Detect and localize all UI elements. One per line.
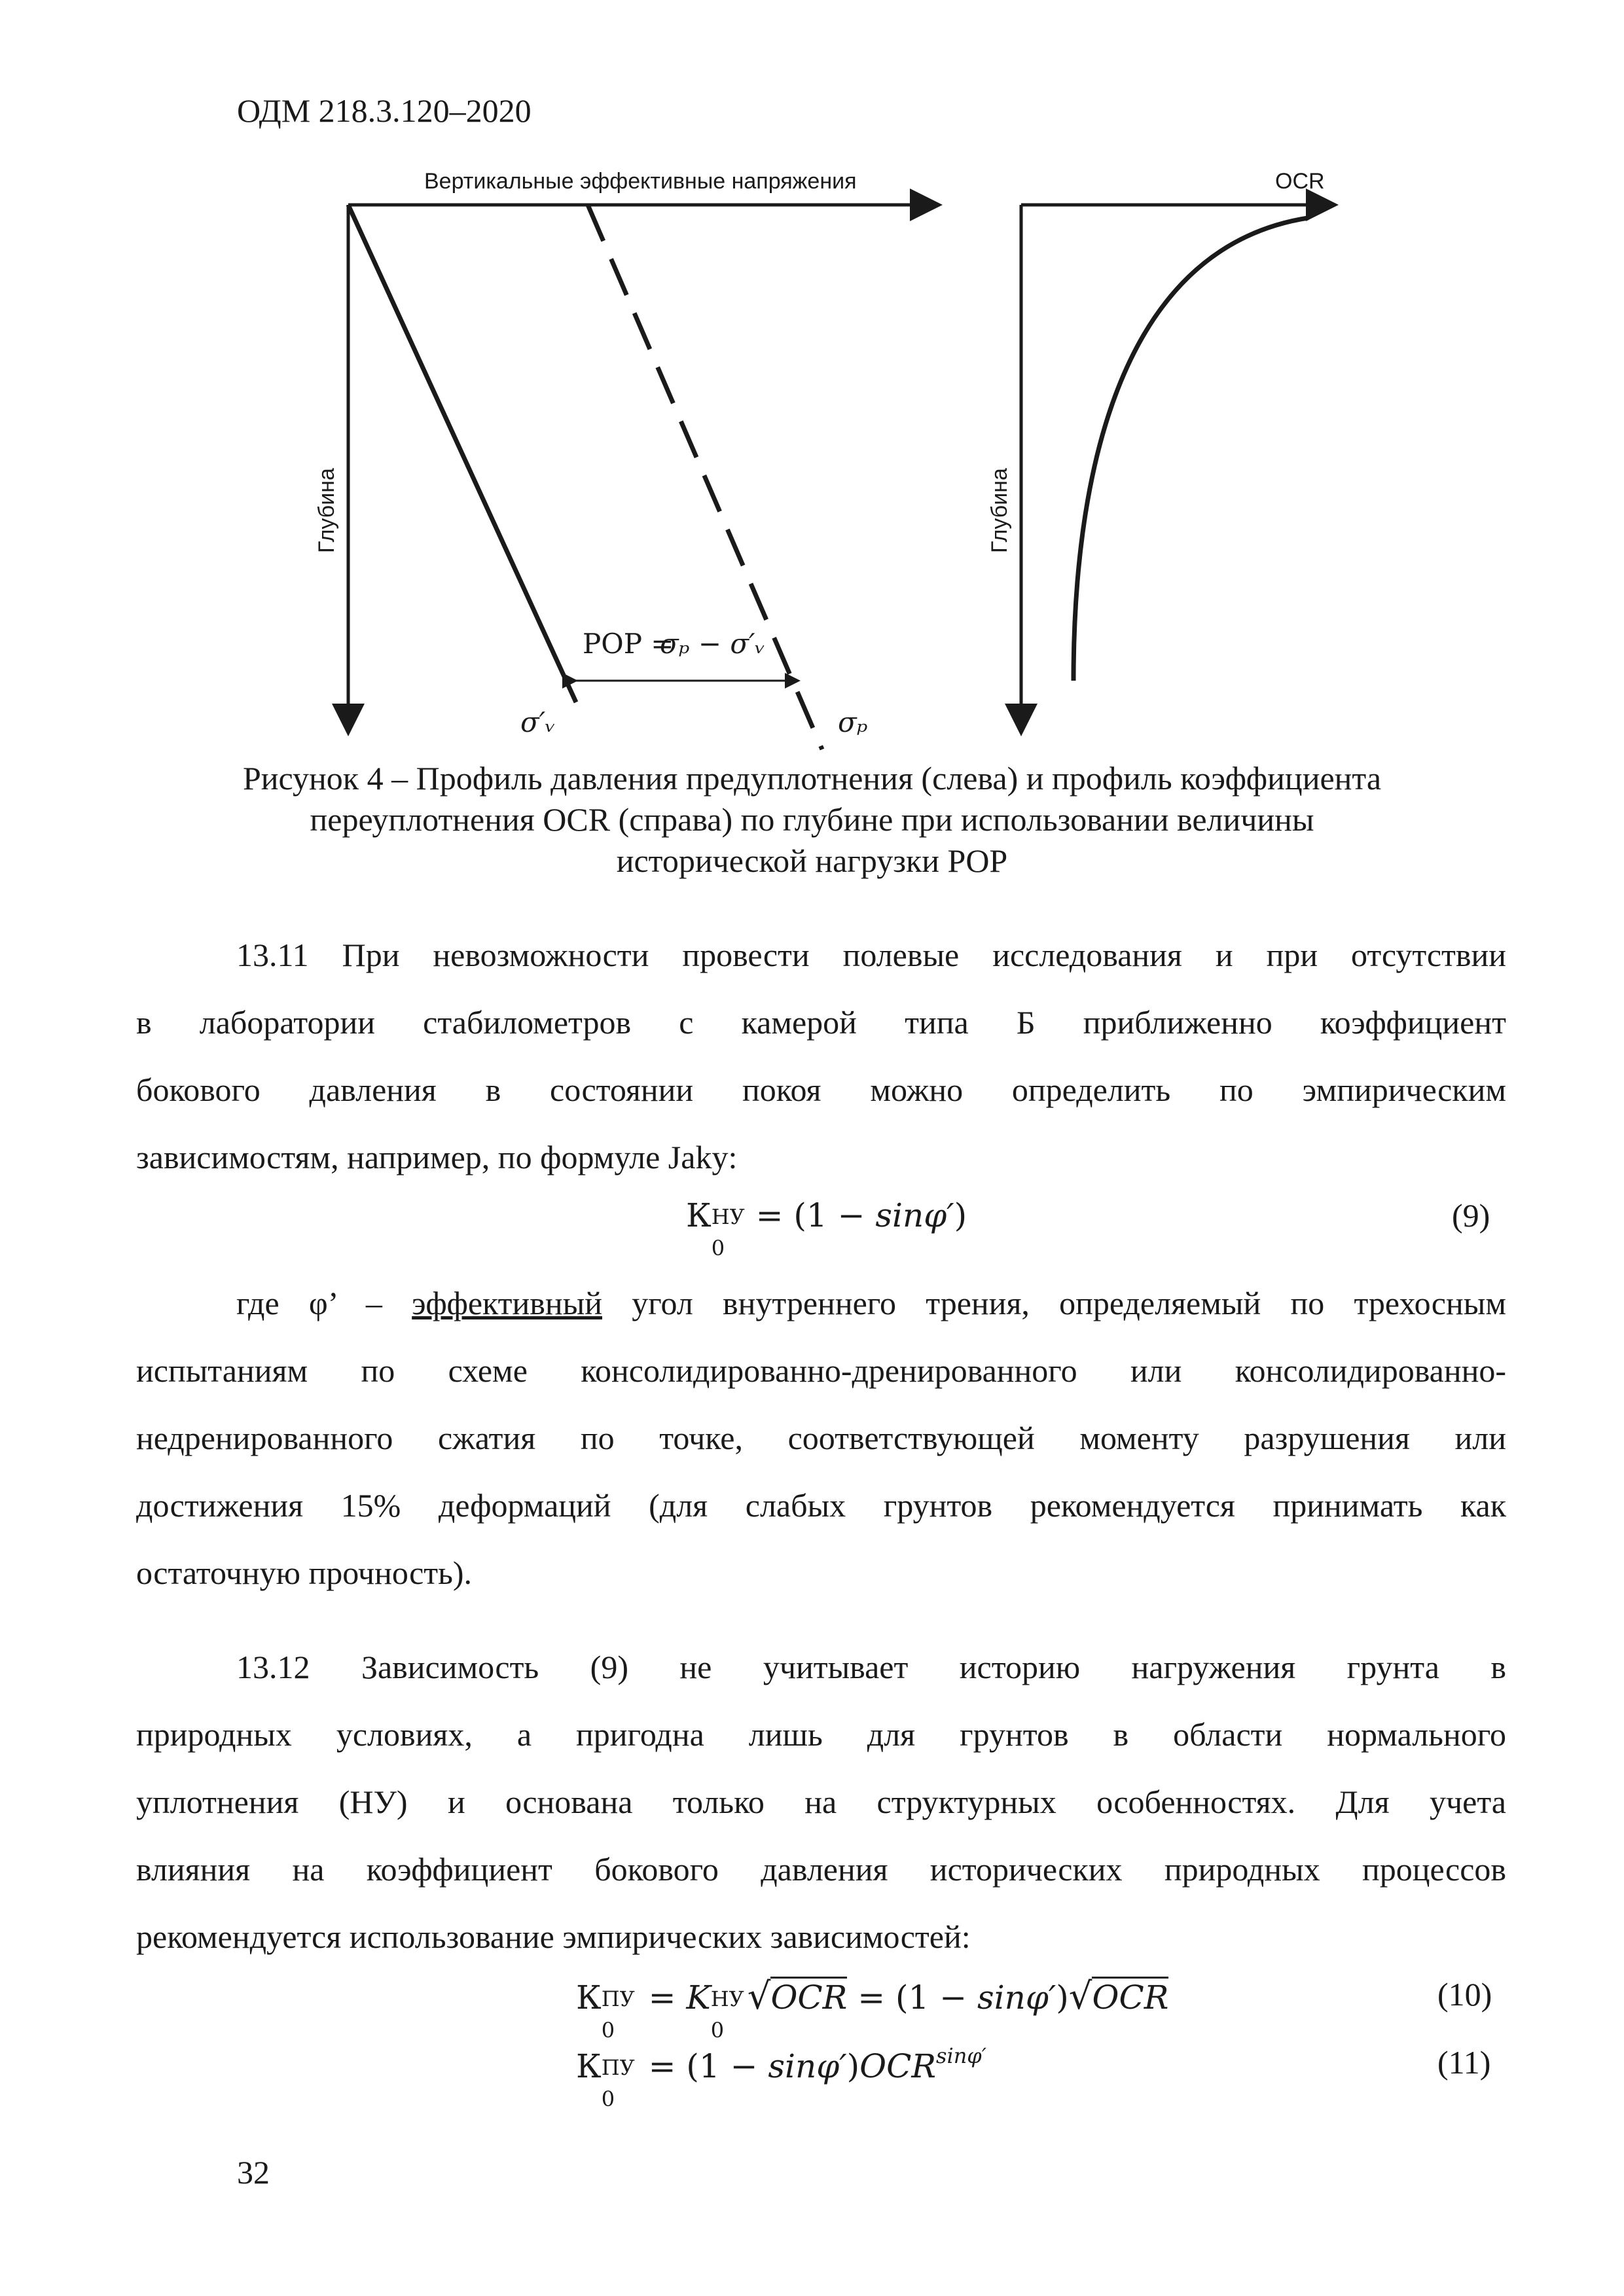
caption-line-3: исторической нагрузки POP	[616, 842, 1008, 879]
sigma-p-label: σₚ	[838, 706, 868, 738]
left-y-axis-label: Глубина	[314, 468, 339, 553]
page-number: 32	[237, 2154, 270, 2191]
right-x-axis-label: OCR	[1275, 169, 1325, 194]
p2-line-3: недренированного сжатия по точке, соответствующей моменту разрушения или	[136, 1420, 1506, 1456]
equation-11-number: (11)	[1437, 2044, 1491, 2081]
sigma-v-line	[348, 205, 576, 702]
right-y-axis-label: Глубина	[987, 468, 1012, 553]
eq9-rhs: = (1 −	[745, 1196, 876, 1234]
eq11-exponent: sinφ′	[936, 2043, 986, 2068]
p2-l1b: угол внутреннего трения, определяемый по трехосным	[602, 1285, 1506, 1321]
p2-l1-underlined: эффективный	[412, 1285, 602, 1321]
eq9-func: sinφ′	[875, 1196, 954, 1234]
eq9-close: )	[954, 1196, 967, 1234]
eq11-lhs-sup: ПУ	[601, 2055, 635, 2080]
p3-line-1: 13.12 Зависимость (9) не учитывает историю нагружения грунта в	[236, 1649, 1506, 1685]
pop-label: POP =	[583, 628, 674, 660]
pop-sigma-label: σₚ − σ′ᵥ	[660, 628, 766, 660]
sigma-p-line	[588, 205, 822, 749]
caption-line-2: переуплотнения OCR (справа) по глубине при использовании величины	[310, 801, 1314, 838]
paragraph-13-11	[136, 922, 1506, 1191]
paragraph-13-12	[136, 1634, 1506, 1971]
eq9-k: К	[686, 1196, 712, 1234]
equation-9-number: (9)	[1452, 1197, 1490, 1234]
p2-l1a: где φ’ –	[236, 1285, 412, 1321]
p2-line-2: испытаниям по схеме консолидированно-дренированного или консолидированно-	[136, 1352, 1506, 1389]
p1-line-3: бокового давления в состоянии покоя можно определить по эмпирическим	[136, 1071, 1506, 1108]
left-x-axis-label: Вертикальные эффективные напряжения	[424, 169, 857, 194]
paragraph-phi-definition	[136, 1270, 1506, 1607]
p3-line-3: уплотнения (НУ) и основана только на структурных особенностях. Для учета	[136, 1784, 1506, 1820]
equation-11: К ПУ 0 = $(1 - \sin\varphi')OCR^{sin\varphi'}$	[576, 2043, 986, 2111]
figure-4	[295, 164, 1375, 753]
p3-line-5: рекомендуется использование эмпирических зависимостей:	[136, 1918, 971, 1955]
p2-line-4: достижения 15% деформаций (для слабых грунтов рекомендуется принимать как	[136, 1487, 1506, 1524]
sigma-v-label: σ′ᵥ	[520, 706, 556, 738]
equation-9	[686, 1196, 967, 1261]
p3-line-4: влияния на коэффициент бокового давления исторических природных процессов	[136, 1851, 1506, 1888]
figure-caption	[131, 758, 1493, 882]
eq9-sup: НУ	[711, 1204, 745, 1229]
eq10-mid-sup: НУ	[710, 1986, 744, 2011]
p3-line-2: природных условиях, а пригодна лишь для грунтов в области нормального	[136, 1716, 1506, 1753]
equation-10-number: (10)	[1437, 1976, 1492, 2013]
p2-line-5: остаточную прочность).	[136, 1554, 473, 1591]
p1-line-4: зависимостям, например, по формуле Jaky:	[136, 1139, 738, 1175]
eq10-lhs-sup: ПУ	[601, 1986, 635, 2011]
eq9-sub: 0	[711, 1236, 725, 1261]
p1-line-2: в лаборатории стабилометров с камерой типа Б приближенно коэффициент	[136, 1004, 1506, 1041]
caption-line-1: Рисунок 4 – Профиль давления предуплотнения (слева) и профиль коэффициента	[242, 760, 1382, 797]
p2-line-1	[136, 1270, 1506, 1337]
ocr-curve	[1074, 218, 1308, 681]
document-header: ОДМ 218.3.120–2020	[237, 92, 532, 129]
equation-10: К ПУ 0 = K НУ 0 √OCR = (1 − sinφ′)√OCR	[576, 1975, 1169, 2043]
p1-line-1: 13.11 При невозможности провести полевые исследования и при отсутствии	[236, 937, 1506, 973]
